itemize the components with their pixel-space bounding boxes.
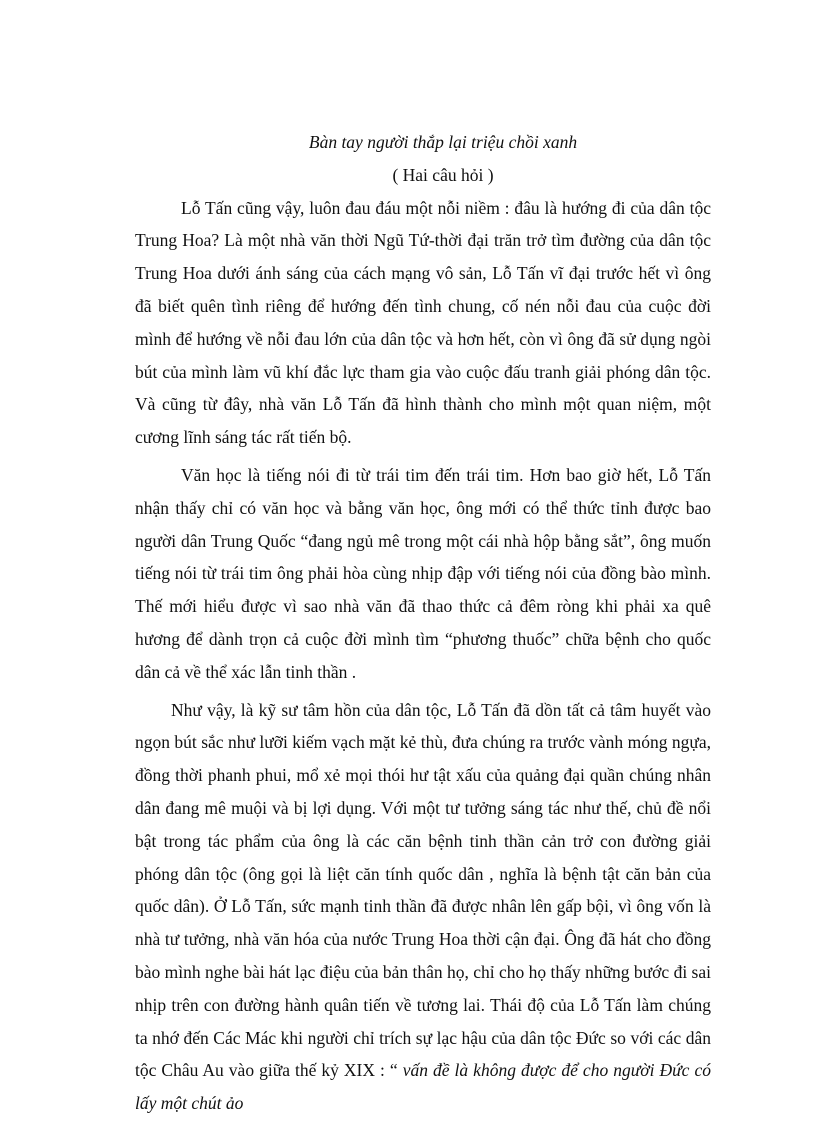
paragraph-1: Lỗ Tấn cũng vậy, luôn đau đáu một nỗi niềm : đâu là hướng đi của dân tộc Trung Hoa? Là một nhà văn thời Ngũ Tứ-thời đại trăn trở tìm đường của dân tộc Trung Hoa dưới ánh sáng của cách mạng vô sản, Lỗ Tấn vĩ đại trước hết vì ông đã biết quên tình riêng để hướng đến tình chung, cố nén nỗi đau của cuộc đời mình để hướng về nỗi đau lớn của dân tộc và hơn hết, còn vì ông đã sử dụng ngòi bút của mình làm vũ khí đắc lực tham gia vào cuộc đấu tranh giải phóng dân tộc. Và cũng từ đây, nhà văn Lỗ Tấn đã hình thành cho mình một quan niệm, một cương lĩnh sáng tác rất tiến bộ. xyxy=(135,197,711,448)
quote-fragment: vấn đề là không được để cho người Đức có lấy một chút ảo xyxy=(135,1060,711,1114)
document-subtitle: ( Hai câu hỏi ) xyxy=(392,164,494,185)
paragraph-3-text: Như vậy, là kỹ sư tâm hồn của dân tộc, Lỗ Tấn đã dồn tất cả tâm huyết vào ngọn bút sắc như lưỡi kiếm vạch mặt kẻ thù, đưa chúng ra trước vành móng ngựa, đồng thời phanh phui, mổ xẻ mọi thói hư tật xấu của quảng đại quần chúng nhân dân đang mê muội và bị lợi dụng. Với một tư tưởng sáng tác như thế, chủ đề nổi bật trong tác phẩm của ông là các căn bệnh tinh thần cản trở con đường giải phóng dân tộc (ông gọi là liệt căn tính quốc dân , nghĩa là bệnh tật căn bản của quốc dân). Ở Lỗ Tấn, sức mạnh tinh thần đã được nhân lên gấp bội, vì ông vốn là nhà tư tưởng, nhà văn hóa của nước Trung Hoa thời cận đại. Ông đã hát cho đồng bào mình nghe bài hát lạc điệu của bản thân họ, chỉ cho họ thấy những bước đi sai nhịp trên con đường hành quân tiến về tương lai. Thái độ của Lỗ Tấn làm chúng ta nhớ đến Các Mác khi người chỉ trích sự lạc hậu của dân tộc Đức so với các dân tộc Châu Au vào giữa thế kỷ XIX : “ xyxy=(135,699,711,1081)
paragraph-3 xyxy=(135,694,711,1120)
paragraph-2: Văn học là tiếng nói đi từ trái tim đến trái tim. Hơn bao giờ hết, Lỗ Tấn nhận thấy chỉ có văn học và bằng văn học, ông mới có thể thức tỉnh được bao người dân Trung Quốc “đang ngủ mê trong một cái nhà hộp bằng sắt”, ông muốn tiếng nói từ trái tim ông phải hòa cùng nhịp đập với tiếng nói của đồng bào mình. Thế mới hiểu được vì sao nhà văn đã thao thức cả đêm ròng khi phải xa quê hương để dành trọn cả cuộc đời mình tìm “phương thuốc” chữa bệnh cho quốc dân cả về thể xác lẫn tinh thần . xyxy=(135,464,711,682)
document-title: Bàn tay người thắp lại triệu chồi xanh xyxy=(308,132,578,152)
document-body xyxy=(135,126,711,1120)
